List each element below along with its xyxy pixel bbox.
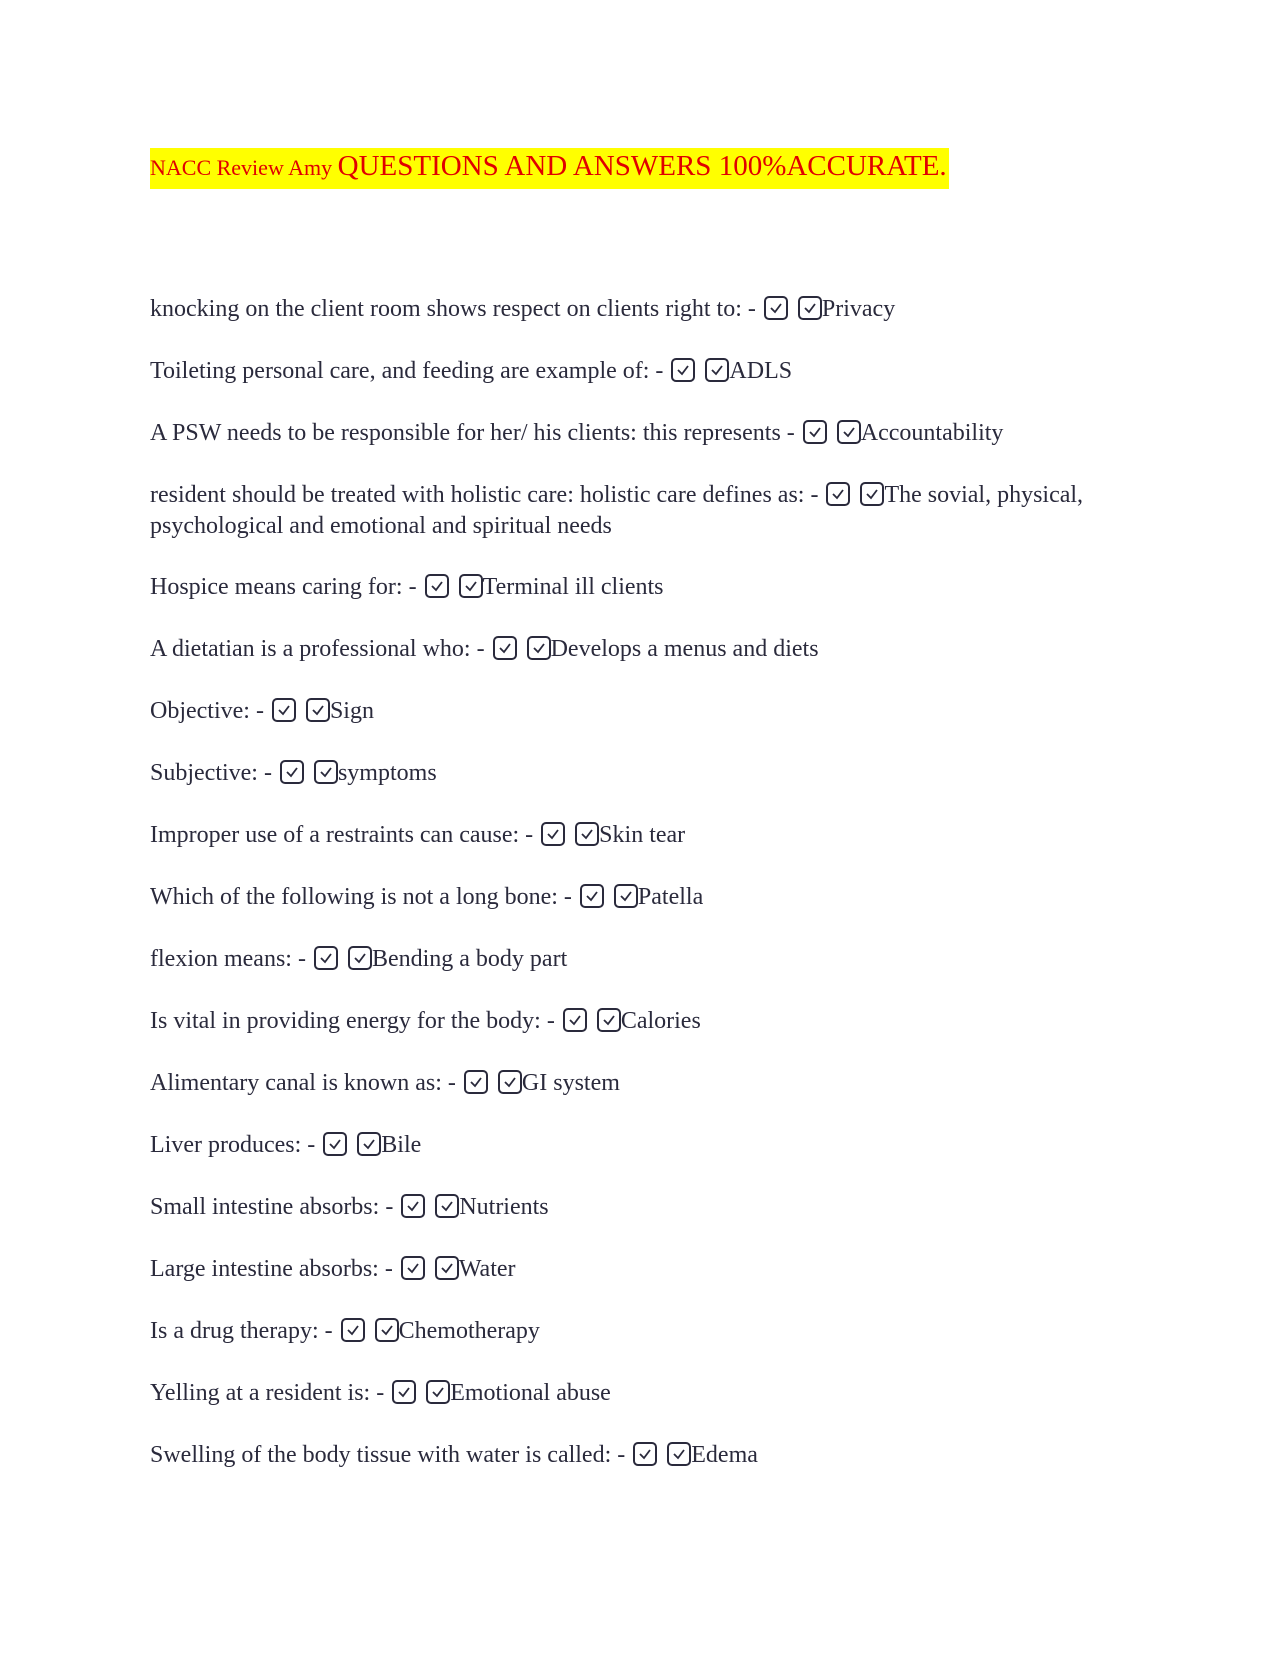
question-text: Alimentary canal is known as: - — [150, 1070, 456, 1096]
question-text: Toileting personal care, and feeding are example of: - — [150, 358, 664, 384]
checkbox-checked-icon — [575, 822, 599, 846]
checkbox-checked-icon — [392, 1380, 416, 1404]
qa-item — [150, 944, 1090, 975]
question-text: Objective: - — [150, 698, 264, 724]
answer-text: Chemotherapy — [398, 1318, 540, 1344]
qa-item — [150, 356, 1090, 387]
answer-text: Terminal ill clients — [482, 574, 664, 600]
checkbox-checked-icon — [837, 420, 861, 444]
question-text: resident should be treated with holistic care: holistic care defines as: - — [150, 482, 819, 508]
answer-text: GI system — [521, 1070, 620, 1096]
qa-item — [150, 820, 1090, 851]
checkbox-checked-icon — [527, 636, 551, 660]
checkbox-checked-icon — [614, 884, 638, 908]
checkbox-checked-icon — [348, 946, 372, 970]
checkbox-checked-icon — [464, 1070, 488, 1094]
checkbox-checked-icon — [401, 1194, 425, 1218]
qa-item — [150, 634, 1090, 665]
answer-text: Skin tear — [599, 822, 686, 848]
checkbox-checked-icon — [826, 482, 850, 506]
qa-item — [150, 1254, 1090, 1285]
checkbox-checked-icon — [314, 760, 338, 784]
checkbox-checked-icon — [272, 698, 296, 722]
qa-item — [150, 1130, 1090, 1161]
qa-item — [150, 1378, 1090, 1409]
document-title — [150, 148, 949, 189]
checkbox-checked-icon — [435, 1256, 459, 1280]
checkbox-checked-icon — [493, 636, 517, 660]
answer-text: Privacy — [821, 296, 896, 322]
checkbox-checked-icon — [764, 296, 788, 320]
qa-list — [150, 294, 1090, 1502]
answer-text: Bending a body part — [371, 946, 568, 972]
question-text: Liver produces: - — [150, 1132, 316, 1158]
title-part-2: QUESTIONS AND ANSWERS 100%ACCURATE. — [337, 150, 947, 182]
qa-item — [150, 418, 1090, 449]
answer-text: Patella — [637, 884, 704, 910]
question-text: Large intestine absorbs: - — [150, 1256, 393, 1282]
checkbox-checked-icon — [323, 1132, 347, 1156]
question-text: Small intestine absorbs: - — [150, 1194, 394, 1220]
checkbox-checked-icon — [280, 760, 304, 784]
qa-item — [150, 1006, 1090, 1037]
answer-text: Accountability — [860, 420, 1004, 446]
checkbox-checked-icon — [341, 1318, 365, 1342]
checkbox-checked-icon — [498, 1070, 522, 1094]
qa-item — [150, 294, 1090, 325]
question-text: Which of the following is not a long bone: - — [150, 884, 572, 910]
checkbox-checked-icon — [425, 574, 449, 598]
checkbox-checked-icon — [798, 296, 822, 320]
qa-item — [150, 572, 1090, 603]
answer-text: Emotional abuse — [450, 1380, 611, 1406]
checkbox-checked-icon — [401, 1256, 425, 1280]
qa-item — [150, 1192, 1090, 1223]
question-text: Yelling at a resident is: - — [150, 1380, 385, 1406]
checkbox-checked-icon — [667, 1442, 691, 1466]
qa-item — [150, 882, 1090, 913]
checkbox-checked-icon — [541, 822, 565, 846]
checkbox-checked-icon — [803, 420, 827, 444]
checkbox-checked-icon — [435, 1194, 459, 1218]
question-text: Is vital in providing energy for the body: - — [150, 1008, 555, 1034]
checkbox-checked-icon — [426, 1380, 450, 1404]
checkbox-checked-icon — [306, 698, 330, 722]
question-text: Improper use of a restraints can cause: - — [150, 822, 534, 848]
qa-item — [150, 696, 1090, 727]
qa-item — [150, 480, 1090, 542]
checkbox-checked-icon — [705, 358, 729, 382]
checkbox-checked-icon — [671, 358, 695, 382]
answer-text: Bile — [381, 1132, 422, 1158]
qa-item — [150, 1440, 1090, 1471]
answer-text: symptoms — [337, 760, 437, 786]
answer-text: The sovial, physical, psychological and emotional and spiritual needs — [150, 482, 1084, 539]
answer-text: ADLS — [729, 358, 793, 384]
question-text: Swelling of the body tissue with water is called: - — [150, 1442, 626, 1468]
answer-text: Water — [458, 1256, 516, 1282]
qa-item — [150, 1316, 1090, 1347]
question-text: knocking on the client room shows respect on clients right to: - — [150, 296, 756, 322]
checkbox-checked-icon — [314, 946, 338, 970]
qa-item — [150, 758, 1090, 789]
question-text: Subjective: - — [150, 760, 272, 786]
question-text: A PSW needs to be responsible for her/ his clients: this represents - — [150, 420, 795, 446]
answer-text: Nutrients — [459, 1194, 549, 1220]
question-text: A dietatian is a professional who: - — [150, 636, 485, 662]
question-text: Hospice means caring for: - — [150, 574, 417, 600]
answer-text: Develops a menus and diets — [550, 636, 819, 662]
answer-text: Sign — [329, 698, 374, 724]
checkbox-checked-icon — [580, 884, 604, 908]
checkbox-checked-icon — [597, 1008, 621, 1032]
answer-text: Edema — [691, 1442, 758, 1468]
checkbox-checked-icon — [633, 1442, 657, 1466]
checkbox-checked-icon — [375, 1318, 399, 1342]
answer-text: Calories — [620, 1008, 701, 1034]
question-text: flexion means: - — [150, 946, 306, 972]
question-text: Is a drug therapy: - — [150, 1318, 333, 1344]
checkbox-checked-icon — [860, 482, 884, 506]
qa-item — [150, 1068, 1090, 1099]
checkbox-checked-icon — [459, 574, 483, 598]
title-part-1: NACC Review Amy — [150, 155, 338, 180]
checkbox-checked-icon — [563, 1008, 587, 1032]
checkbox-checked-icon — [357, 1132, 381, 1156]
